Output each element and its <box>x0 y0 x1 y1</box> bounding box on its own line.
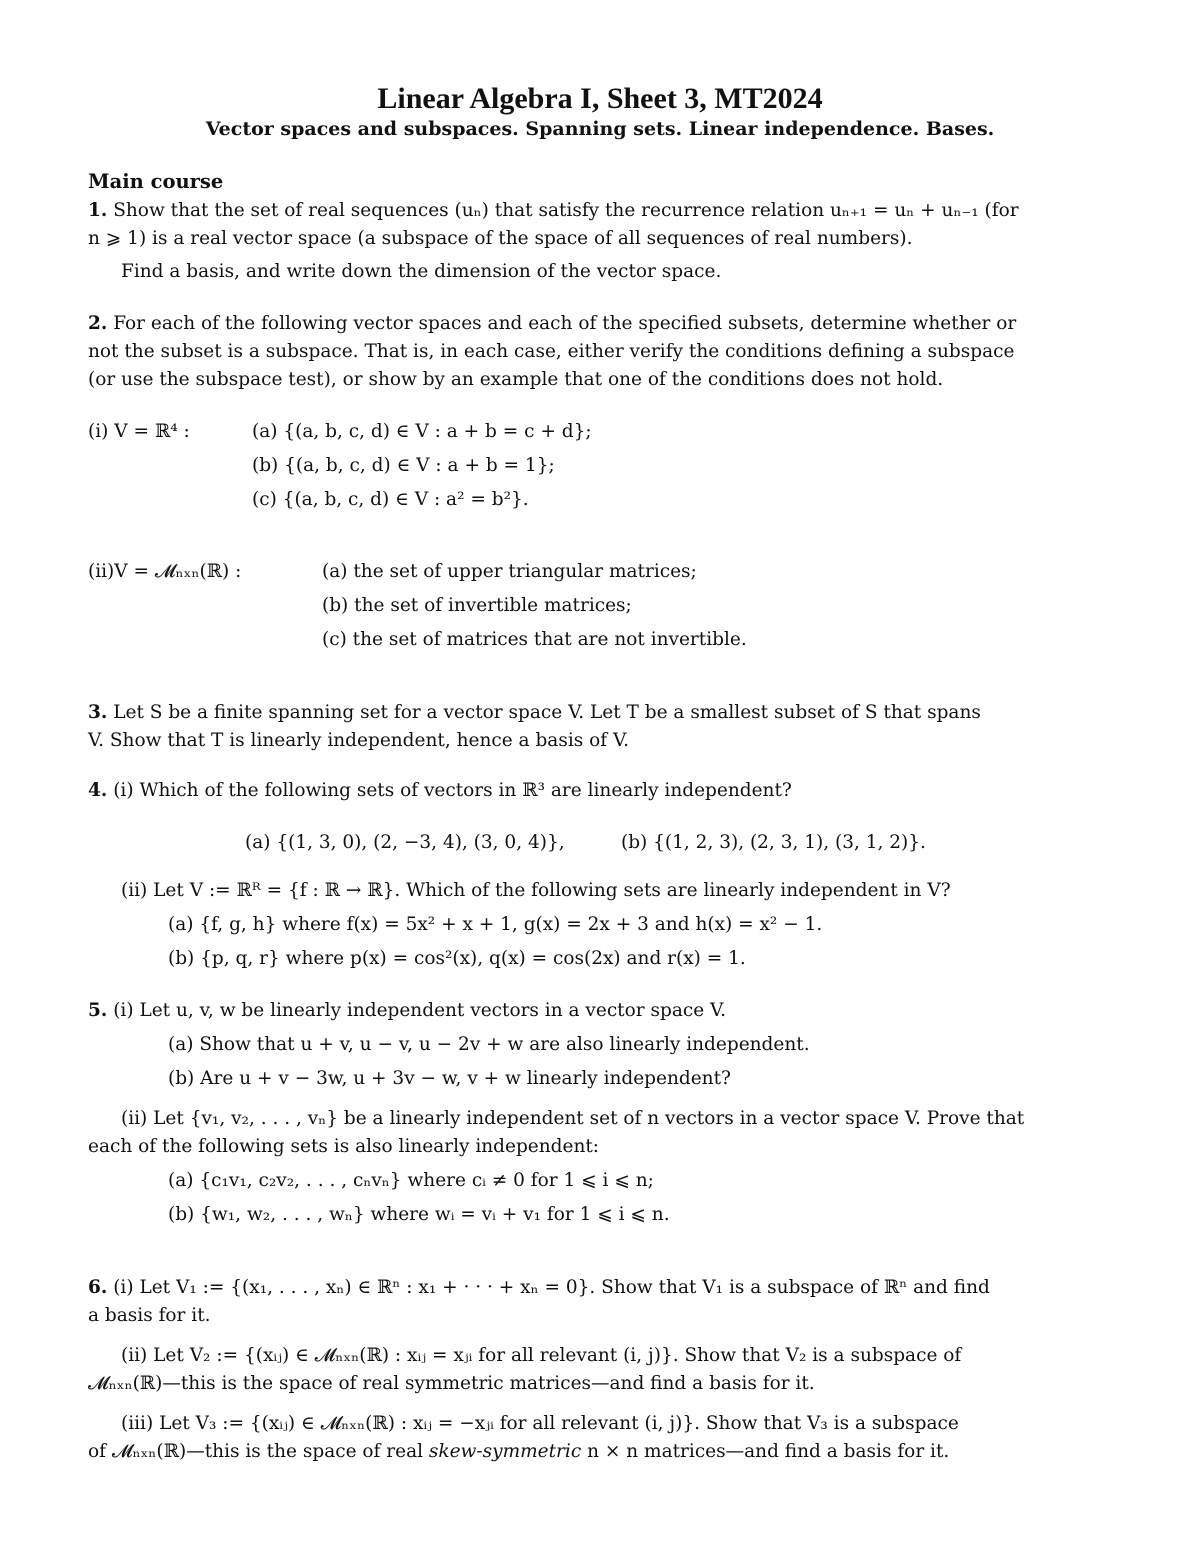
q2-line3: (or use the subspace test), or show by an example that one of the conditions does not hold. <box>88 369 944 390</box>
q6-number: 6. <box>88 1277 108 1298</box>
q6-ii-line2: 𝓜ₙₓₙ(ℝ)—this is the space of real symmetric matrices—and find a basis for it. <box>88 1373 815 1394</box>
q6-iii-line1: (iii) Let V₃ := {(xᵢⱼ) ∈ 𝓜ₙₓₙ(ℝ) : xᵢⱼ = −xⱼᵢ for all relevant (i, j)}. Show that V₃ is a subspace <box>121 1413 959 1434</box>
q4-ii: (ii) Let V := ℝᴿ = {f : ℝ → ℝ}. Which of the following sets are linearly independent in V? <box>121 880 951 901</box>
sheet-subtitle: Vector spaces and subspaces. Spanning sets. Linear independence. Bases. <box>205 118 995 140</box>
q5-text-line1: (i) Let u, v, w be linearly independent vectors in a vector space V. <box>113 1000 727 1021</box>
q6-iii-line2-start: of 𝓜ₙₓₙ(ℝ)—this is the space of real <box>88 1441 424 1462</box>
q5-line1 <box>88 1000 726 1022</box>
q4-text-line1: (i) Which of the following sets of vectors in ℝ³ are linearly independent? <box>113 780 792 801</box>
q5-number: 5. <box>88 1000 108 1021</box>
q3-line1 <box>88 702 981 724</box>
q3-line2: V. Show that T is linearly independent, hence a basis of V. <box>88 730 629 751</box>
sheet-title: Linear Algebra I, Sheet 3, MT2024 <box>377 82 823 115</box>
q4-ii-a: (a) {f, g, h} where f(x) = 5x² + x + 1, g(x) = 2x + 3 and h(x) = x² − 1. <box>168 914 823 935</box>
q5-ii-line2: each of the following sets is also linearly independent: <box>88 1136 600 1157</box>
q6-text-line1: (i) Let V₁ := {(x₁, . . . , xₙ) ∈ ℝⁿ : x₁ + · · · + xₙ = 0}. Show that V₁ is a subspace of ℝⁿ and find <box>113 1277 990 1298</box>
q6-iii-line2 <box>88 1441 949 1463</box>
q1-number: 1. <box>88 200 108 221</box>
q1-line3: Find a basis, and write down the dimension of the vector space. <box>121 261 722 282</box>
q2-ii-b: (b) the set of invertible matrices; <box>322 595 632 616</box>
q2-text-line1: For each of the following vector spaces and each of the specified subsets, determine whether or <box>113 313 1017 334</box>
q1-text-line1: Show that the set of real sequences (uₙ) that satisfy the recurrence relation uₙ₊₁ = uₙ + uₙ₋₁ (for <box>113 200 1019 221</box>
q5-a: (a) Show that u + v, u − v, u − 2v + w are also linearly independent. <box>168 1034 810 1055</box>
q2-i-b: (b) {(a, b, c, d) ∈ V : a + b = 1}; <box>252 455 555 476</box>
q1-line2: n ⩾ 1) is a real vector space (a subspace of the space of all sequences of real numbers). <box>88 228 913 249</box>
section-heading-main-course: Main course <box>88 170 224 193</box>
q2-ii-label: (ii)V = 𝓜ₙₓₙ(ℝ) : <box>88 561 242 582</box>
q2-line2: not the subset is a subspace. That is, in each case, either verify the conditions defining a subspace <box>88 341 1015 362</box>
q1-line1 <box>88 200 1019 222</box>
q5-b: (b) Are u + v − 3w, u + 3v − w, v + w linearly independent? <box>168 1068 731 1089</box>
q2-ii-c: (c) the set of matrices that are not invertible. <box>322 629 747 650</box>
q6-line1 <box>88 1277 990 1299</box>
q4-line1 <box>88 780 792 802</box>
q6-i-line2: a basis for it. <box>88 1305 211 1326</box>
q6-ii-line1: (ii) Let V₂ := {(xᵢⱼ) ∈ 𝓜ₙₓₙ(ℝ) : xᵢⱼ = xⱼᵢ for all relevant (i, j)}. Show that V₂ is a subspace of <box>121 1345 962 1366</box>
q5-ii-b: (b) {w₁, w₂, . . . , wₙ} where wᵢ = vᵢ + v₁ for 1 ⩽ i ⩽ n. <box>168 1204 670 1225</box>
q2-ii-a: (a) the set of upper triangular matrices; <box>322 561 697 582</box>
q6-iii-line2-emphasis: skew-symmetric <box>428 1441 582 1462</box>
q4-set-a: (a) {(1, 3, 0), (2, −3, 4), (3, 0, 4)}, <box>245 832 565 853</box>
q4-set-b: (b) {(1, 2, 3), (2, 3, 1), (3, 1, 2)}. <box>621 832 926 853</box>
q3-text-line1: Let S be a finite spanning set for a vector space V. Let T be a smallest subset of S that spans <box>113 702 981 723</box>
q6-iii-line2-end: n × n matrices—and find a basis for it. <box>587 1441 950 1462</box>
q5-ii-line1: (ii) Let {v₁, v₂, . . . , vₙ} be a linearly independent set of n vectors in a vector space V. Prove that <box>121 1108 1025 1129</box>
q4-ii-b: (b) {p, q, r} where p(x) = cos²(x), q(x) = cos(2x) and r(x) = 1. <box>168 948 746 969</box>
q4-number: 4. <box>88 780 108 801</box>
q2-i-a: (a) {(a, b, c, d) ∈ V : a + b = c + d}; <box>252 421 592 442</box>
q2-i-c: (c) {(a, b, c, d) ∈ V : a² = b²}. <box>252 489 529 510</box>
q2-line1 <box>88 313 1016 335</box>
q2-i-label: (i) V = ℝ⁴ : <box>88 421 190 442</box>
q3-number: 3. <box>88 702 108 723</box>
q5-ii-a: (a) {c₁v₁, c₂v₂, . . . , cₙvₙ} where cᵢ ≠ 0 for 1 ⩽ i ⩽ n; <box>168 1170 654 1191</box>
q2-number: 2. <box>88 313 108 334</box>
